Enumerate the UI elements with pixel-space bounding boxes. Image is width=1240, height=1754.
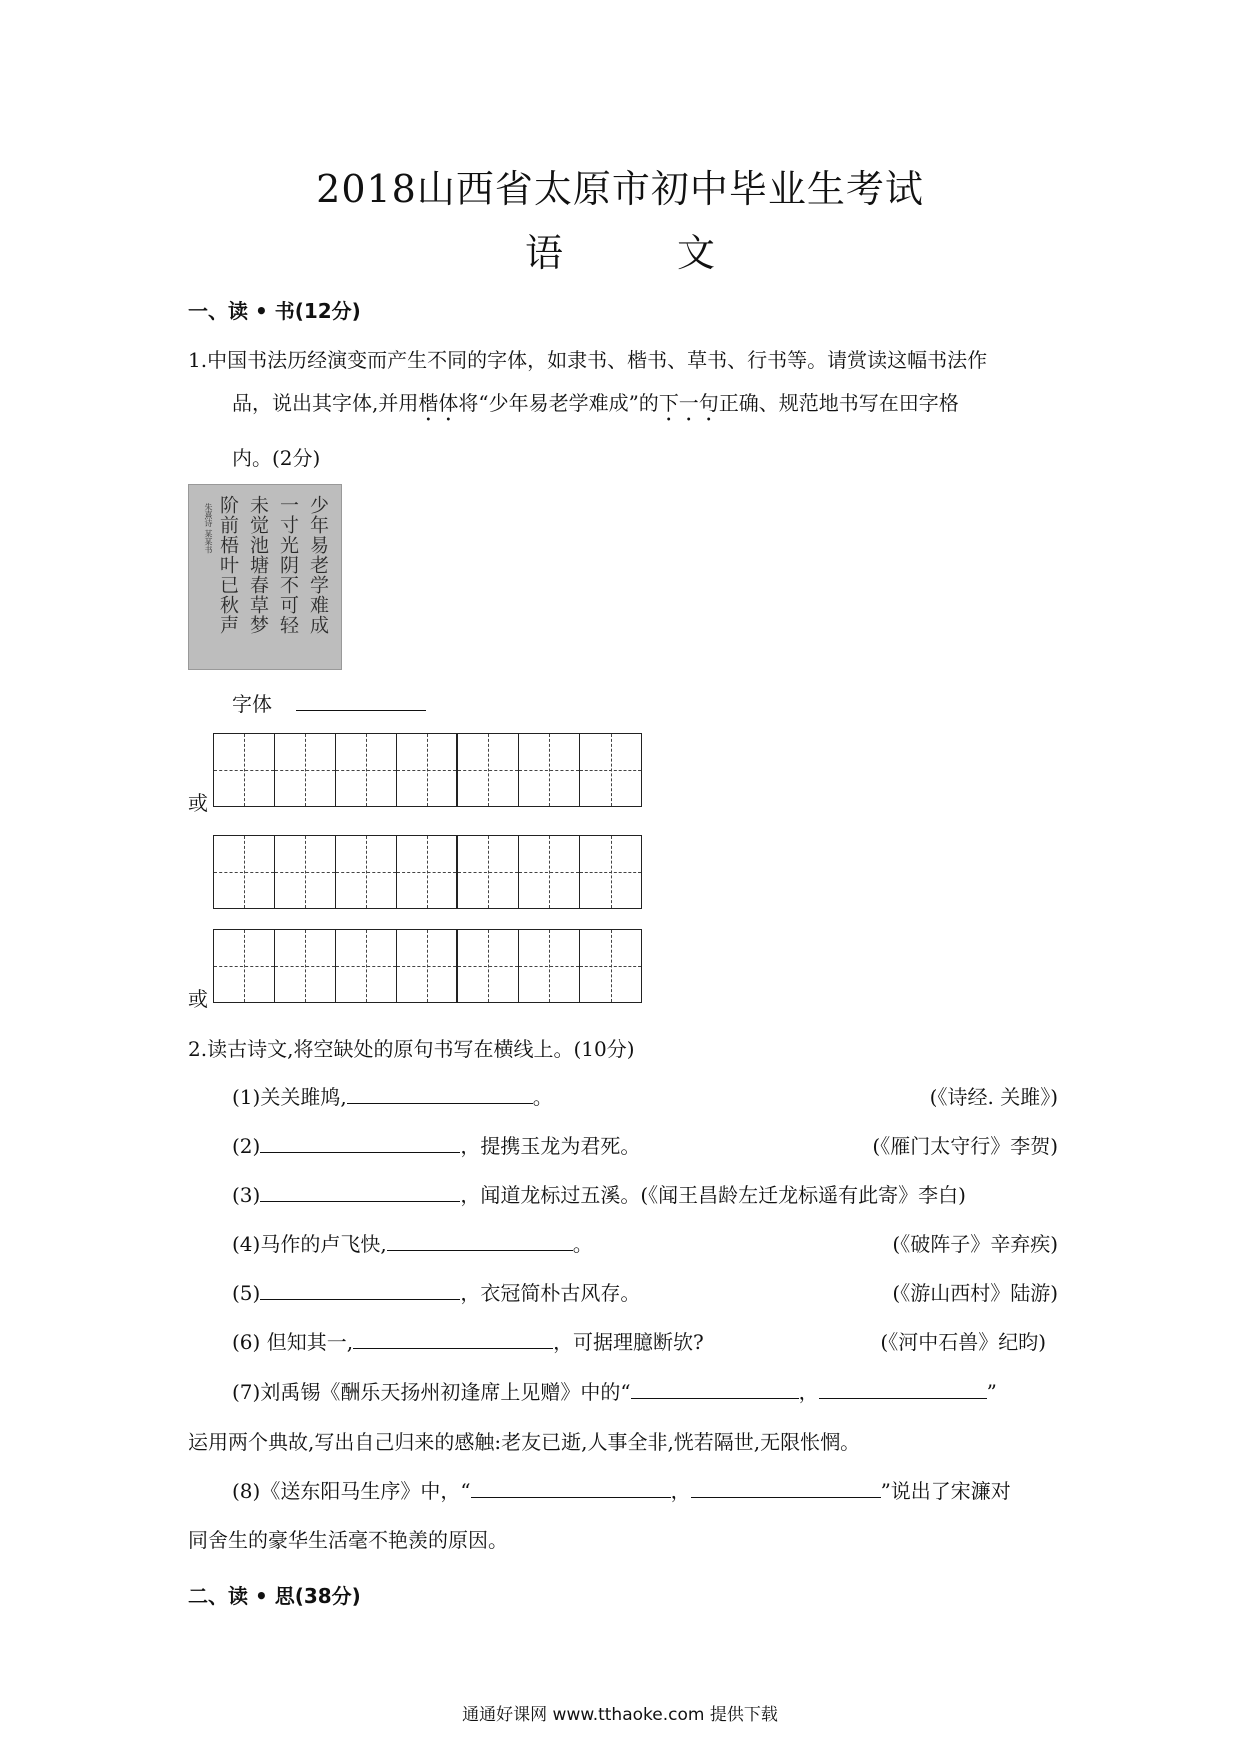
q2-item-7-line2: 运用两个典故,写出自己归来的感触:老友已逝,人事全非,恍若隔世,无限怅惘。 xyxy=(188,1430,861,1454)
answer-blank[interactable] xyxy=(353,1326,553,1349)
q2-item-4-source: (《破阵子》辛弃疾) xyxy=(892,1232,1058,1256)
item-number: (6) xyxy=(232,1330,261,1354)
item-number: (5) xyxy=(232,1281,261,1305)
tianzige-row-3[interactable] xyxy=(213,929,642,1003)
font-answer-blank[interactable] xyxy=(296,688,426,711)
or-label-1: 或 xyxy=(188,791,208,815)
q2-item-4 xyxy=(232,1228,593,1257)
item-7-text: (7)刘禹锡《酬乐天扬州初逢席上见赠》中的“ xyxy=(232,1380,631,1404)
tianzige-row-1[interactable] xyxy=(213,733,642,807)
q1-line3: 内。(2分) xyxy=(232,446,321,470)
answer-blank[interactable] xyxy=(387,1228,573,1251)
item-text-after: ，闻道龙标过五溪。(《闻王昌龄左迁龙标遥有此寄》李白) xyxy=(460,1183,966,1207)
item-text-before: 但知其一, xyxy=(260,1330,354,1354)
font-label: 字体 xyxy=(232,692,272,716)
q1-line2-b: 将“少年易老学难成”的 xyxy=(458,391,659,415)
answer-blank-7a[interactable] xyxy=(631,1376,799,1399)
calligraphy-column-3: 未觉池塘春草梦 xyxy=(247,495,269,635)
item-7-end: ” xyxy=(986,1380,997,1404)
q2-item-1-source: (《诗经. 关雎》) xyxy=(929,1085,1058,1109)
calligraphy-image xyxy=(188,484,342,670)
q2-item-5-source: (《游山西村》陆游) xyxy=(892,1281,1058,1305)
calligraphy-column-4: 阶前梧叶已秋声 xyxy=(217,495,239,635)
q2-item-1 xyxy=(232,1081,553,1110)
item-text-before: 关关雎鸠, xyxy=(260,1085,347,1109)
answer-blank[interactable] xyxy=(260,1179,460,1202)
subject-title: 语 文 xyxy=(524,231,715,275)
section-1-heading: 一、读 • 书(12分) xyxy=(188,299,361,323)
section-2-heading: 二、读 • 思(38分) xyxy=(188,1584,361,1608)
item-8-text: (8)《送东阳马生序》中，“ xyxy=(232,1479,471,1503)
item-text-after: ，提携玉龙为君死。 xyxy=(460,1134,641,1158)
q2-item-6-source: (《河中石兽》纪昀) xyxy=(880,1330,1046,1354)
answer-blank[interactable] xyxy=(260,1130,460,1153)
answer-blank-8a[interactable] xyxy=(471,1475,671,1498)
q2-item-2-source: (《雁门太守行》李贺) xyxy=(872,1134,1058,1158)
item-number: (4) xyxy=(232,1232,261,1256)
calligraphy-signature: 朱熹诗 某某书 xyxy=(204,503,213,554)
answer-blank-7b[interactable] xyxy=(819,1376,987,1399)
item-text-after: 。 xyxy=(532,1085,553,1109)
tianzige-row-2[interactable] xyxy=(213,835,642,909)
q1-line2 xyxy=(232,387,959,426)
calligraphy-column-2: 一寸光阴不可轻 xyxy=(277,495,299,635)
q2-item-2 xyxy=(232,1130,640,1159)
q2-item-3 xyxy=(232,1179,966,1208)
or-label-2: 或 xyxy=(188,987,208,1011)
item-7-separator: ， xyxy=(798,1380,819,1404)
q2-item-6 xyxy=(232,1326,704,1355)
q2-item-7 xyxy=(232,1376,997,1405)
q2-item-5 xyxy=(232,1277,640,1306)
q1-line1: 1.中国书法历经演变而产生不同的字体，如隶书、楷书、草书、行书等。请赏读这幅书法作 xyxy=(188,348,988,372)
page-footer: 通通好课网 www.tthaoke.com 提供下载 xyxy=(462,1705,778,1725)
item-number: (2) xyxy=(232,1134,261,1158)
q1-line2-a: 品，说出其字体,并用 xyxy=(232,391,419,415)
answer-blank[interactable] xyxy=(260,1277,460,1300)
item-8-separator: ， xyxy=(670,1479,691,1503)
font-answer-row xyxy=(232,688,426,717)
item-number: (1) xyxy=(232,1085,261,1109)
calligraphy-column-1: 少年易老学难成 xyxy=(307,495,329,635)
item-text-before: 马作的卢飞快, xyxy=(260,1232,387,1256)
q1-emphasis-next-line: 下一句 xyxy=(658,391,719,415)
item-text-after: 。 xyxy=(572,1232,593,1256)
exam-title: 2018山西省太原市初中毕业生考试 xyxy=(316,167,924,211)
item-8-end: ”说出了宋濂对 xyxy=(880,1479,1011,1503)
q2-intro: 2.读古诗文,将空缺处的原句书写在横线上。(10分) xyxy=(188,1037,635,1061)
q1-emphasis-kaiti: 楷体 xyxy=(418,391,459,415)
item-text-after: ，可据理臆断欤? xyxy=(553,1330,704,1354)
answer-blank[interactable] xyxy=(347,1081,533,1104)
answer-blank-8b[interactable] xyxy=(691,1475,881,1498)
q2-item-8-line2: 同舍生的豪华生活毫不艳羡的原因。 xyxy=(188,1528,508,1552)
item-text-after: ，衣冠简朴古风存。 xyxy=(460,1281,641,1305)
q1-line2-c: 正确、规范地书写在田字格 xyxy=(718,391,959,415)
item-number: (3) xyxy=(232,1183,261,1207)
q2-item-8 xyxy=(232,1475,1011,1504)
